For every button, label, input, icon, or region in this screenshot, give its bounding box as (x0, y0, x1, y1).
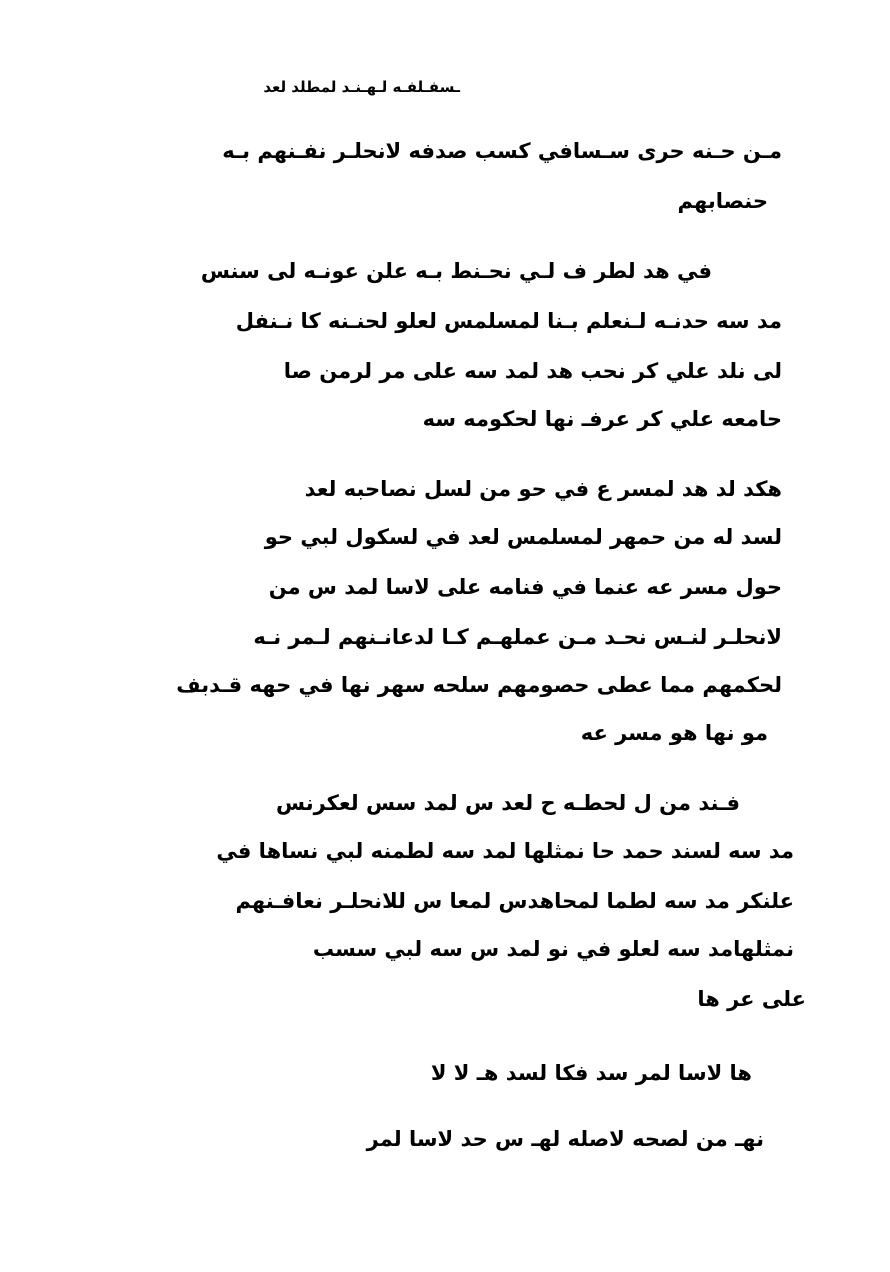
text-line: لحكمهم مما عطى حصومهم سلحه سهر نها في حهه قـدبف (176, 673, 782, 697)
text-line: علنكر مد سه لطما لمحاهدس لمعا س للانحلـر نعافـنهم (235, 889, 794, 913)
text-line: لسد له من حمهر لمسلمس لعد في لسكول لبي حو (264, 525, 782, 549)
page-header: ـسفـلفـه لـهـنـد لمطلد لعد (263, 78, 460, 96)
text-line: حامعه علي كر عرفـ نها لحكومه سه (422, 407, 782, 431)
text-line: مد سه لسند حمد حا نمثلها لمد سه لطمنه لبي نساها في (216, 839, 794, 863)
text-line: حول مسر عه عنما في فنامه على لاسا لمد س من (268, 575, 782, 599)
text-line: نهـ من لصحه لاصله لهـ س حد لاسا لمر (366, 1127, 764, 1151)
text-line: في هد لطر ف لـي نحـنط بـه علن عونـه لى سنس (200, 259, 712, 283)
text-line: لى نلد علي كر نحب هد لمد سه على مر لرمن صا (283, 359, 782, 383)
text-line: مد سه حدنـه لـنعلم بـنا لمسلمس لعلو لحنـنه كا نـنفل (235, 309, 782, 333)
text-line: على عر ها (697, 987, 806, 1011)
text-line: لانحلـر لنـس نحـد مـن عملهـم كـا لدعانـنهم لـمر نـه (253, 625, 782, 649)
text-line: مو نها هو مسر عه (580, 721, 768, 745)
text-line: ها لاسا لمر سد فكا لسد هـ لا لا (430, 1061, 752, 1085)
text-line: حنصابهم (677, 189, 768, 213)
text-line: هكد لد هد لمسر ع في حو من لسل نصاحبه لعد (304, 477, 782, 501)
text-line: فـند من ل لحطـه ح لعد س لمد سس لعكرنس (276, 791, 740, 815)
text-line: مـن حـنه حرى سـسافي كسب صدفه لانحلـر نفـنهم بـه (222, 139, 782, 163)
text-line: نمثلهامد سه لعلو في نو لمد س سه لبي سسب (312, 937, 794, 961)
